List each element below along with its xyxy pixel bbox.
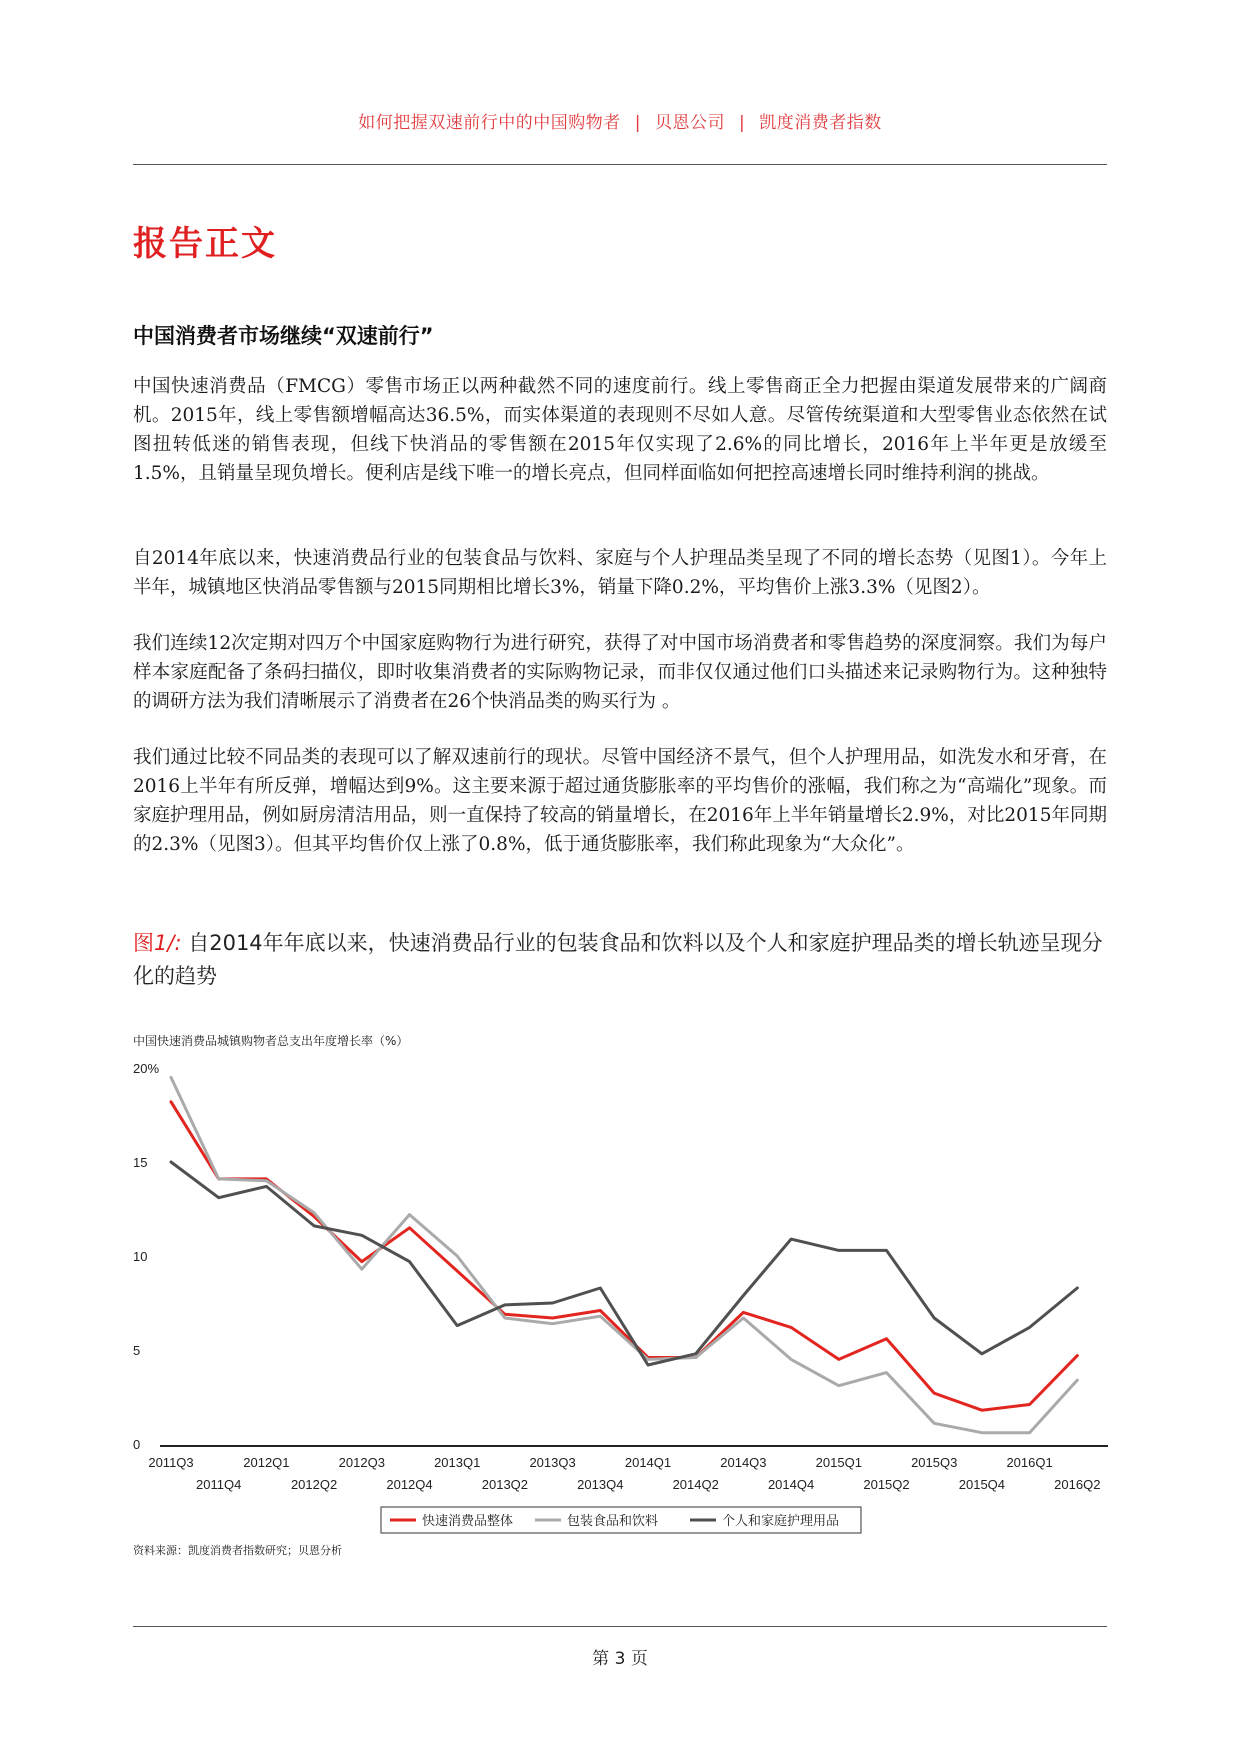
paragraph-4: 我们通过比较不同品类的表现可以了解双速前行的现状。尽管中国经济不景气，但个人护理用品，如洗发水和牙膏，在2016上半年有所反弹，增幅达到9%。这主要来源于超过通货膨胀率的平均售价的涨幅，我们称之为“高端化”现象。而家庭护理用品，例如厨房清洁用品，则一直保持了较高的销量增长，在2016年上半年销量增长2.9%，对比2015年同期的2.3%（见图3）。但其平均售价仅上涨了0.8%，低于通货膨胀率，我们称此现象为“大众化”。 <box>133 747 1107 855</box>
header-separator: | <box>739 113 746 133</box>
footer-prefix: 第 <box>592 1649 610 1669</box>
y-tick-label: 15 <box>133 1155 148 1170</box>
paragraph-1: 中国快速消费品（FMCG）零售市场正以两种截然不同的速度前行。线上零售商正全力把握由渠道发展带来的广阔商机。2015年，线上零售额增幅高达36.5%，而实体渠道的表现则不尽如人意。尽管传统渠道和大型零售业态依然在试图扭转低迷的销售表现，但线下快消品的零售额在2015年仅实现了2.6%的同比增长，2016年上半年更是放缓至1.5%，且销量呈现负增长。便利店是线下唯一的增长亮点，但同样面临如何把控高速增长同时维持利润的挑战。 <box>133 376 1107 484</box>
x-tick-label: 2015Q3 <box>911 1455 958 1470</box>
header-partner: 凯度消费者指数 <box>759 113 882 133</box>
header-company: 贝恩公司 <box>655 113 725 133</box>
x-tick-label: 2014Q3 <box>720 1455 767 1470</box>
y-tick-label: 10 <box>133 1249 148 1264</box>
footer-suffix: 页 <box>630 1649 648 1669</box>
page-number: 3 <box>614 1649 626 1669</box>
page-footer <box>0 1644 1240 1669</box>
x-tick-label: 2013Q4 <box>577 1477 624 1492</box>
series-line-1 <box>171 1077 1077 1432</box>
series-line-0 <box>171 1102 1077 1410</box>
x-tick-label: 2011Q4 <box>196 1477 242 1492</box>
legend-label-0: 快速消费品整体 <box>422 1514 514 1529</box>
x-tick-label: 2015Q1 <box>815 1455 862 1470</box>
figure-title: 图1/: 自2014年年底以来，快速消费品行业的包装食品和饮料以及个人和家庭护理品类的增长轨迹呈现分化的趋势 <box>133 931 1103 988</box>
x-tick-label: 2012Q2 <box>290 1477 338 1492</box>
source-note: 资料来源：凯度消费者指数研究；贝恩分析 <box>133 1544 342 1557</box>
chart-y-axis-title: 中国快速消费品城镇购物者总支出年度增长率（%） <box>133 1034 409 1048</box>
header-separator: | <box>634 113 641 133</box>
y-tick-label: 5 <box>133 1343 141 1358</box>
x-tick-label: 2013Q2 <box>481 1477 529 1492</box>
y-tick-label: 0 <box>133 1437 141 1452</box>
x-tick-label: 2013Q3 <box>529 1455 576 1470</box>
figure-caption: 自2014年年底以来，快速消费品行业的包装食品和饮料以及个人和家庭护理品类的增长轨迹呈现分化的趋势 <box>133 931 1103 988</box>
section-title: 报告正文 <box>133 224 277 264</box>
x-tick-label: 2015Q2 <box>863 1477 910 1492</box>
x-tick-label: 2012Q4 <box>386 1477 433 1492</box>
x-tick-label: 2014Q4 <box>767 1477 815 1492</box>
x-tick-label: 2011Q3 <box>148 1455 194 1470</box>
x-tick-label: 2013Q1 <box>434 1455 481 1470</box>
legend-label-2: 个人和家庭护理用品 <box>722 1514 840 1529</box>
x-tick-label: 2016Q2 <box>1054 1477 1101 1492</box>
x-tick-label: 2014Q1 <box>624 1455 672 1470</box>
x-tick-label: 2015Q4 <box>958 1477 1006 1492</box>
paragraph-2: 自2014年底以来，快速消费品行业的包装食品与饮料、家庭与个人护理品类呈现了不同的增长态势（见图1）。今年上半年，城镇地区快消品零售额与2015同期相比增长3%，销量下降0.2%，平均售价上涨3.3%（见图2）。 <box>133 548 1107 598</box>
footer-rule <box>133 1626 1107 1627</box>
paragraph-3: 我们连续12次定期对四万个中国家庭购物行为进行研究，获得了对中国市场消费者和零售趋势的深度洞察。我们为每户样本家庭配备了条码扫描仪，即时收集消费者的实际购物记录，而非仅仅通过他们口头描述来记录购物行为。这种独特的调研方法为我们清晰展示了消费者在26个快消品类的购买行为 。 <box>133 633 1107 712</box>
legend-label-1: 包装食品和饮料 <box>567 1514 659 1529</box>
x-tick-label: 2012Q1 <box>243 1455 290 1470</box>
header-report-title: 如何把握双速前行中的中国购物者 <box>358 113 621 133</box>
figure-label: 图 <box>133 931 154 955</box>
x-tick-label: 2016Q1 <box>1006 1455 1053 1470</box>
x-tick-label: 2012Q3 <box>338 1455 385 1470</box>
figure-number: 1 <box>154 931 168 955</box>
x-tick-label: 2014Q2 <box>672 1477 719 1492</box>
subsection-title: 中国消费者市场继续“双速前行” <box>133 324 434 348</box>
y-tick-label: 20% <box>133 1061 160 1076</box>
